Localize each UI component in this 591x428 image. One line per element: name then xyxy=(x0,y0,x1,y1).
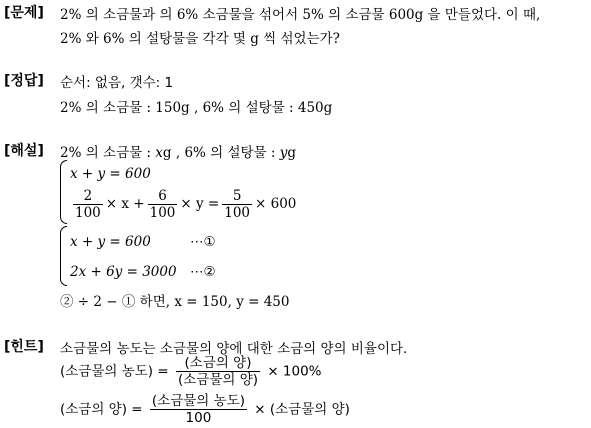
problem-text-line1: 2% 의 소금물과 의 6% 소금물을 섞어서 5% 의 소금물 600g 을 만들었다. 이 때, xyxy=(60,7,541,23)
problem-label: [문제] xyxy=(4,5,44,21)
answer-values: 2% 의 소금물 : 150g , 6% 의 설탕물 : 450g xyxy=(60,100,333,116)
hint-label: [힌트] xyxy=(4,339,44,355)
solution-result: ② ÷ 2 − ① 하면, x = 150, y = 450 xyxy=(60,294,290,310)
hint-definition: 소금물의 농도는 소금물의 양에 대한 소금의 양의 비율이다. xyxy=(60,341,408,357)
system1-brace xyxy=(60,160,67,224)
system2-brace xyxy=(60,226,67,286)
answer-label: [정답] xyxy=(4,73,44,89)
answer-order-count: 순서: 없음, 갯수: 1 xyxy=(60,75,174,91)
system1-equation2: $\frac{2}{100}$ × x + $\frac{6}{100}$ × y = $\frac{5}{100}$ × 600 xyxy=(75,188,297,221)
hint-salt-amount-formula: (소금의 양) = $\frac{\text{(소금물의 농도)}}{100}$ × (소금물의 양) xyxy=(60,393,350,426)
hint-concentration-formula: (소금물의 농도) = $\frac{\text{(소금의 양)}}{\text{(소금물의 양)}}$ × 100% xyxy=(60,355,322,388)
system2-equation2: 2x + 6y = 3000 ⋯② xyxy=(70,264,216,280)
system2-equation1: x + y = 600 ⋯① xyxy=(70,234,216,250)
solution-label: [해설] xyxy=(4,143,44,159)
solution-intro: 2% 의 소금물 : xg , 6% 의 설탕물 : yg xyxy=(60,145,297,161)
problem-text-line2: 2% 와 6% 의 설탕물을 각각 몇 g 씩 섞었는가? xyxy=(60,31,340,47)
system1-equation1: x + y = 600 xyxy=(70,166,151,182)
